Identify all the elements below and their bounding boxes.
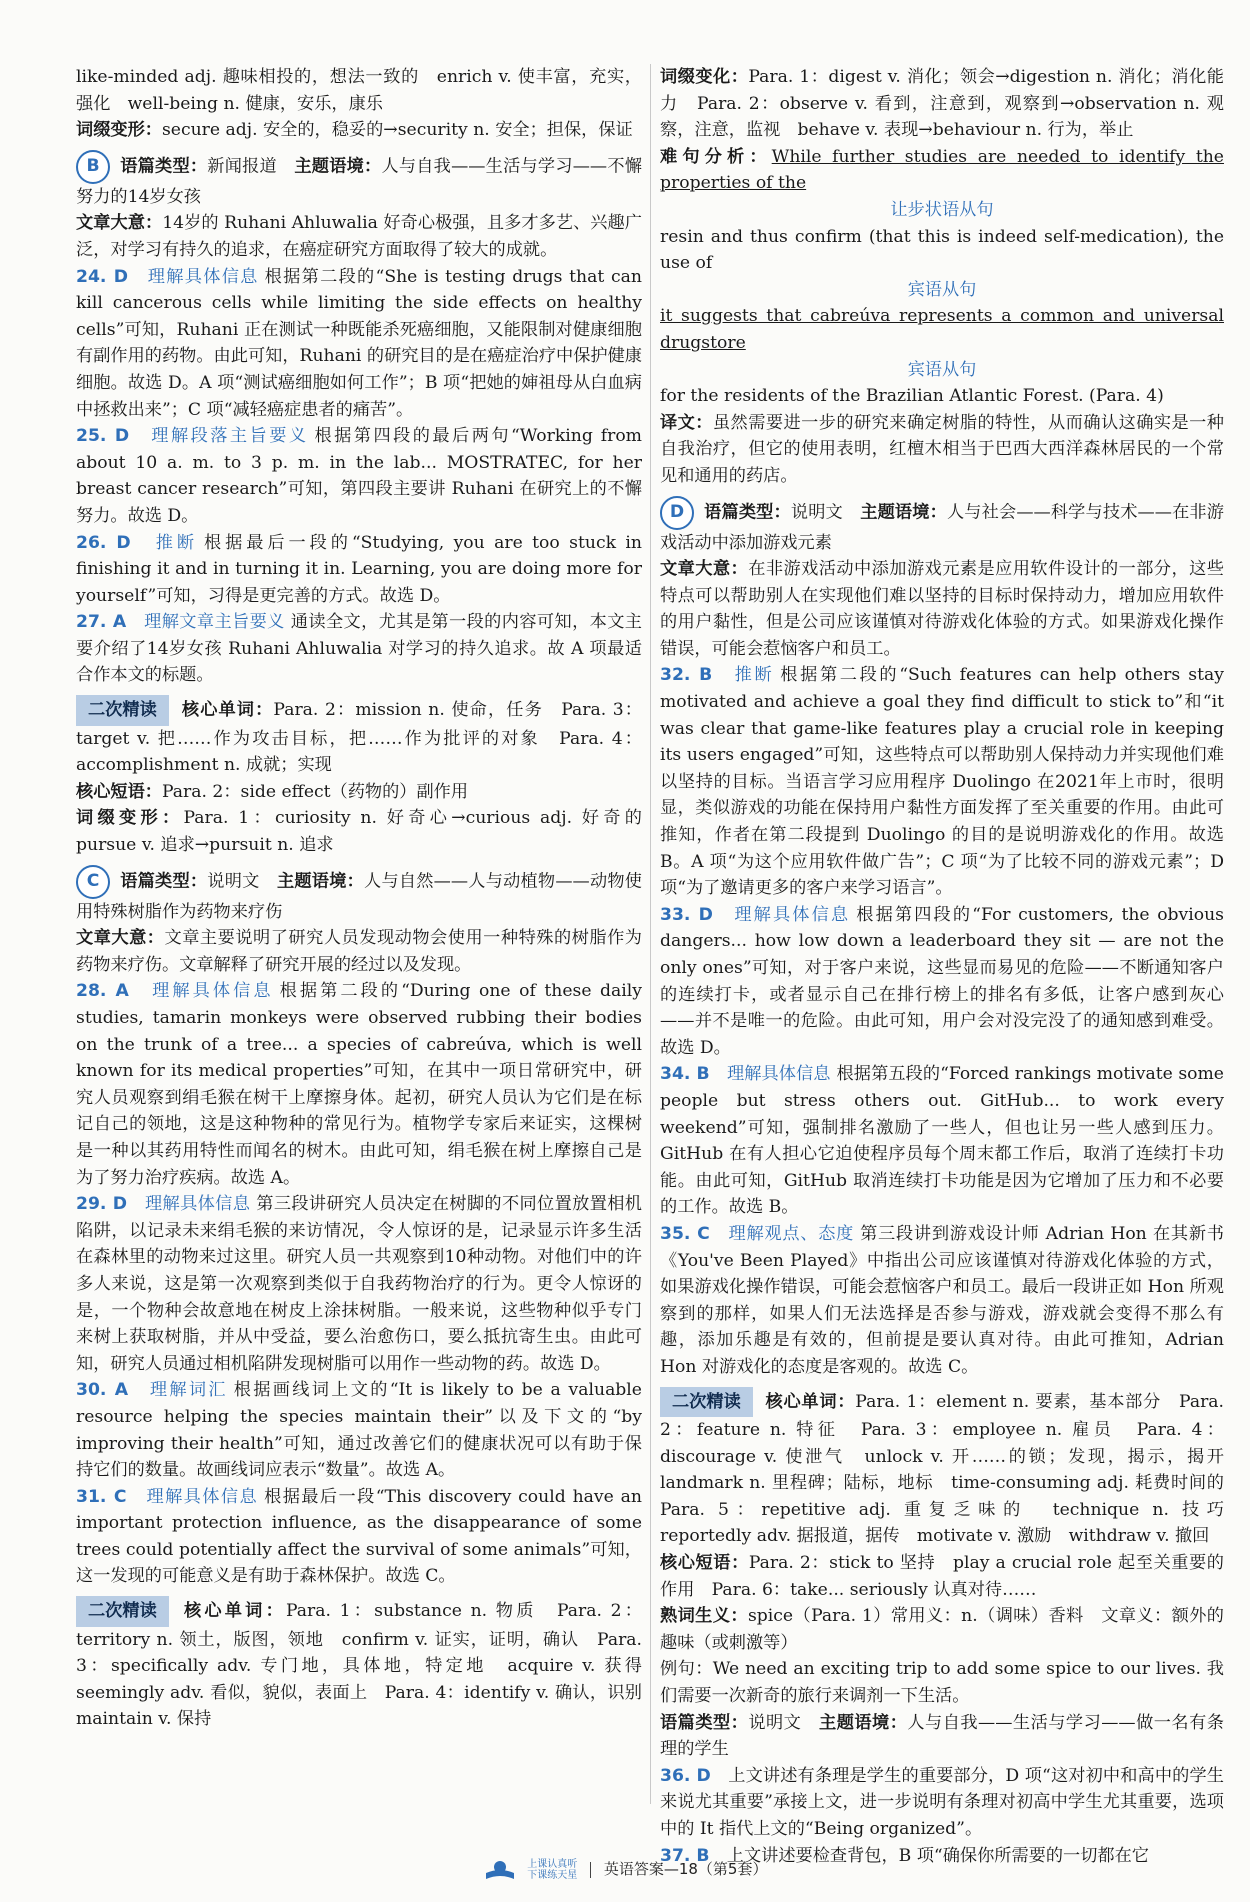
passage-b-badge: B	[76, 150, 110, 184]
passage-b-summary: 文章大意：14岁的 Ruhani Ahluwalia 好奇心极强，且多才多艺、兴趣广泛，对学习有持久的追求，在癌症研究方面取得了较大的成就。	[76, 213, 642, 260]
answer-item: 29. D 理解具体信息 第三段讲研究人员决定在树脚的不同位置放置相机陷阱，以记录未来绢毛猴的来访情况，令人惊讶的是，记录显示许多生活在森林里的动物来过这里。研究人员一共观察到10种动物。对他们中的许多人来说，这是第一次观察到类似于自我药物治疗的行为。更令人惊讶的是，一个物种会故意地在树皮上涂抹树脂。一般来说，这些物种似乎专门来树上获取树脂，并从中受益，要么治愈伤口，要么抵抗寄生虫。由此可知，研究人员通过相机陷阱发现树脂可以用作一些动物的药。故选 D。	[76, 1194, 642, 1374]
review-banner: 二次精读	[76, 1596, 169, 1627]
answer-item: 35. C 理解观点、态度 第三段讲到游戏设计师 Adrian Hon 在其新书《You've Been Played》中指出公司应该谨慎对待游戏化体验的方式，如果游戏化操作错误，可能会惹恼客户和员工。最后一段讲正如 Hon 所观察到的那样，如果人们无法选择是否参与游戏，游戏就会变得不那么有趣，添加乐趣是有效的，但前提是要认真对待。由此可推知，Adrian Hon 对游戏化的态度是客观的。故选 C。	[660, 1223, 1224, 1377]
polysemy: 熟词生义：spice（Para. 1）常用义：n.（调味）香料 文章义：额外的趣味（或刺激等）	[660, 1606, 1224, 1653]
page-footer	[0, 1858, 1250, 1881]
review-block: 二次精读 核心单词：Para. 2：mission n. 使命，任务 Para. 3：target v. 把……作为攻击目标，把……作为批评的对象 Para. 4：accomplishment n. 成就；实现	[76, 695, 642, 779]
answer-item: 33. D 理解具体信息 根据第四段的“For customers, the obvious dangers... how low down a leaderboard they sit — are not the only ones”可知，对于客户来说，这些显而易见的危险——不断通知客户的连续打卡，或者显示自己在排行榜上的排名有多低，让客户感到灰心——并不是唯一的危险。由此可知，用户会对没完没了的通知感到难受。故选 D。	[660, 904, 1224, 1058]
answer-item: 31. C 理解具体信息 根据最后一段“This discovery could have an important protection influence, as the disappearance of some trees could potentially affect the survival of some animals”可知，这一发现的可能意义是有助于森林保护。故选 C。	[76, 1486, 642, 1587]
page-label: 英语答案—18（第5套）	[603, 1860, 768, 1878]
hard-sentence-line: it suggests that cabreúva represents a common and universal drugstore	[660, 306, 1224, 353]
answer-item: 30. A 理解词汇 根据画线词上文的“It is likely to be a valuable resource helping the species maintain their”以及下文的“by improving their health”可知，通过改善它们的健康状况可以有助于保持它们的数量。故画线词应表示“数量”。故选 A。	[76, 1380, 642, 1481]
passage-d-header: D 语篇类型：说明文 主题语境：人与社会——科学与技术——在非游戏活动中添加游戏元素	[660, 496, 1224, 557]
review-banner: 二次精读	[76, 695, 169, 726]
hard-sentence: 难句分析：While further studies are needed to identify the properties of the	[660, 146, 1224, 194]
right-column	[660, 64, 1242, 1869]
translation: 译文：虽然需要进一步的研究来确定树脂的特性，从而确认这确实是一种自我治疗，但它的使用表明，红檀木相当于巴西大西洋森林居民的一个常见和通用的药店。	[660, 412, 1224, 486]
left-column	[76, 64, 660, 1733]
answer-item: 34. B 理解具体信息 根据第五段的“Forced rankings motivate some people but stress others out. GitHub... to work every weekend”可知，强制排名激励了一些人，但也让另一些人感到压力。GitHub 在有人担心它迫使程序员每个周末都工作后，取消了连续打卡功能。由此可知，GitHub 取消连续打卡功能是因为它增加了压力和不必要的工作。故选 B。	[660, 1064, 1224, 1218]
answer-item: 28. A 理解具体信息 根据第二段的“During one of these daily studies, tamarin monkeys were observed rubbing their bodies on the trunk of a tree... a species of cabreúva, which is well known for its medical properties”可知，在其中一项日常研究中，研究人员观察到绢毛猴在树干上摩擦身体。起初，研究人员认为它们是在标记自己的领地，这是这种物种的常见行为。植物学专家后来证实，这棵树是一种以其药用特性而闻名的树木。由此可知，绢毛猴在树上摩擦自己是为了努力治疗疾病。故选 A。	[76, 981, 642, 1188]
vocab-line: like-minded adj. 趣味相投的，想法一致的 enrich v. 使丰富，充实，强化 well-being n. 健康，安乐，康乐	[76, 67, 642, 114]
answer-item: 32. B 推断 根据第二段的“Such features can help others stay motivated and achieve a goal they find difficult to stick to”和“it was clear that game-like features play a crucial role in keeping its users engaged”可知，这些特点可以帮助别人保持动力并实现他们难以坚持的目标。当语言学习应用程序 Duolingo 在2021年上市时，很明显，类似游戏的功能在保持用户黏性方面发挥了至关重要的作用。由此可推知，作者在第二段提到 Duolingo 的目的是说明游戏化的作用。故选 B。A 项“为这个应用软件做广告”；C 项“为了比较不同的游戏元素”；D 项“为了邀请更多的客户来学习语言”。	[660, 665, 1224, 899]
affix-block: 词缀变形：Para. 1：curiosity n. 好奇心→curious adj. 好奇的 pursue v. 追求→pursuit n. 追求	[76, 808, 660, 856]
hard-sentence-line: for the residents of the Brazilian Atlantic Forest. (Para. 4)	[660, 386, 1164, 407]
passage-e-header: 语篇类型：说明文 主题语境：人与自我——生活与学习——做一名有条理的学生	[660, 1712, 1224, 1760]
passage-b-header: B 语篇类型：新闻报道 主题语境：人与自我——生活与学习——不懈努力的14岁女孩	[76, 150, 642, 211]
affix-block: 词缀变化：Para. 1：digest v. 消化；领会→digestion n. 消化；消化能力 Para. 2：observe v. 看到，注意到，观察到→observation n. 观察，注意，监视 behave v. 表现→behaviour n. 行为，举止	[660, 67, 1224, 141]
footer-separator	[590, 1862, 591, 1878]
answer-item: 36. D 上文讲述有条理是学生的重要部分，D 项“这对初中和高中的学生来说尤其重要”承接上文，进一步说明有条理对初高中学生尤其重要，选项中的 It 指代上文的“Being organized”。	[660, 1765, 1224, 1839]
grammar-note: 让步状语从句	[890, 199, 994, 220]
answer-item: 37. B 上文讲述要检查背包，B 项“确保你所需要的一切都在它	[660, 1845, 1149, 1866]
affix-line: 词缀变形：secure adj. 安全的，稳妥的→security n. 安全；担保，保证	[76, 120, 633, 141]
answer-item: 24. D 理解具体信息 根据第二段的“She is testing drugs that can kill cancerous cells while limiting the side effects on healthy cells”可知，Ruhani 正在测试一种既能杀死癌细胞，又能限制对健康细胞有副作用的药物。由此可知，Ruhani 的研究目的是在癌症治疗中保护健康细胞。故选 D。A 项“测试癌细胞如何工作”；B 项“把她的婶祖母从白血病中拯救出来”；C 项“减轻癌症患者的痛苦”。	[76, 266, 642, 420]
passage-c-header: C 语篇类型：说明文 主题语境：人与自然——人与动植物——动物使用特殊树脂作为药物来疗伤	[76, 865, 642, 926]
book-logo-icon	[483, 1859, 517, 1881]
passage-c-badge: C	[76, 865, 110, 899]
review-banner: 二次精读	[660, 1387, 753, 1418]
grammar-note: 宾语从句	[907, 279, 977, 300]
review-block: 二次精读 核心单词：Para. 1：element n. 要素，基本部分 Para. 2：feature n. 特征 Para. 3：employee n. 雇员 Para. 4：discourage v. 使泄气 unlock v. 开……的锁；发现，揭示，揭开 landmark n. 里程碑；陆标，地标 time-consuming adj. 耗费时间的 Para. 5：repetitive adj. 重复乏味的 technique n. 技巧 reportedly adv. 据报道，据传 motivate v. 激励 withdraw v. 撤回	[660, 1387, 1224, 1551]
review-block: 二次精读 核心单词：Para. 1：substance n. 物质 Para. 2：territory n. 领土，版图，领地 confirm v. 证实，证明，确认 Para. 3：specifically adv. 专门地，具体地，特定地 acquire v. 获得 seemingly adv. 看似，貌似，表面上 Para. 4：identify v. 确认，识别 maintain v. 保持	[76, 1596, 642, 1733]
passage-d-summary: 文章大意：在非游戏活动中添加游戏元素是应用软件设计的一部分，这些特点可以帮助别人在实现他们难以坚持的目标时保持动力，增加应用软件的用户黏性，但是公司应该谨慎对待游戏化体验的方式。如果游戏化操作错误，可能会惹恼客户和员工。	[660, 559, 1224, 659]
footer-slogan: 上课认真听 下课练天星	[527, 1858, 578, 1881]
core-phrases: 核心短语：Para. 2：stick to 坚持 play a crucial role 起至关重要的作用 Para. 6：take... seriously 认真对待……	[660, 1553, 1224, 1600]
grammar-note: 宾语从句	[907, 359, 977, 380]
passage-d-badge: D	[660, 496, 694, 530]
example-sentence: 例句：We need an exciting trip to add some spice to our lives. 我们需要一次新奇的旅行来调剂一下生活。	[660, 1659, 1224, 1707]
answer-item: 25. D 理解段落主旨要义 根据第四段的最后两句“Working from about 10 a. m. to 3 p. m. in the lab... MOSTRATEC, for her breast cancer research”可知，第四段主要讲 Ruhani 在研究上的不懈努力。故选 D。	[76, 426, 642, 526]
answer-item: 27. A 理解文章主旨要义 通读全文，尤其是第一段的内容可知，本文主要介绍了14岁女孩 Ruhani Ahluwalia 对学习的持久追求。故 A 项最适合作本文的标题。	[76, 612, 642, 686]
passage-c-summary: 文章大意：文章主要说明了研究人员发现动物会使用一种特殊的树脂作为药物来疗伤。文章解释了研究开展的经过以及发现。	[76, 928, 642, 975]
hard-sentence-line: resin and thus confirm (that this is indeed self-medication), the use of	[660, 226, 1224, 274]
column-divider	[650, 64, 651, 1804]
answer-item: 26. D 推断 根据最后一段的“Studying, you are too stuck in finishing it and in turning it in. Learning, you are doing more for yourself”可知，习得是更完善的方式。故选 D。	[76, 532, 642, 606]
core-phrases: 核心短语：Para. 2：side effect（药物的）副作用	[76, 781, 469, 802]
